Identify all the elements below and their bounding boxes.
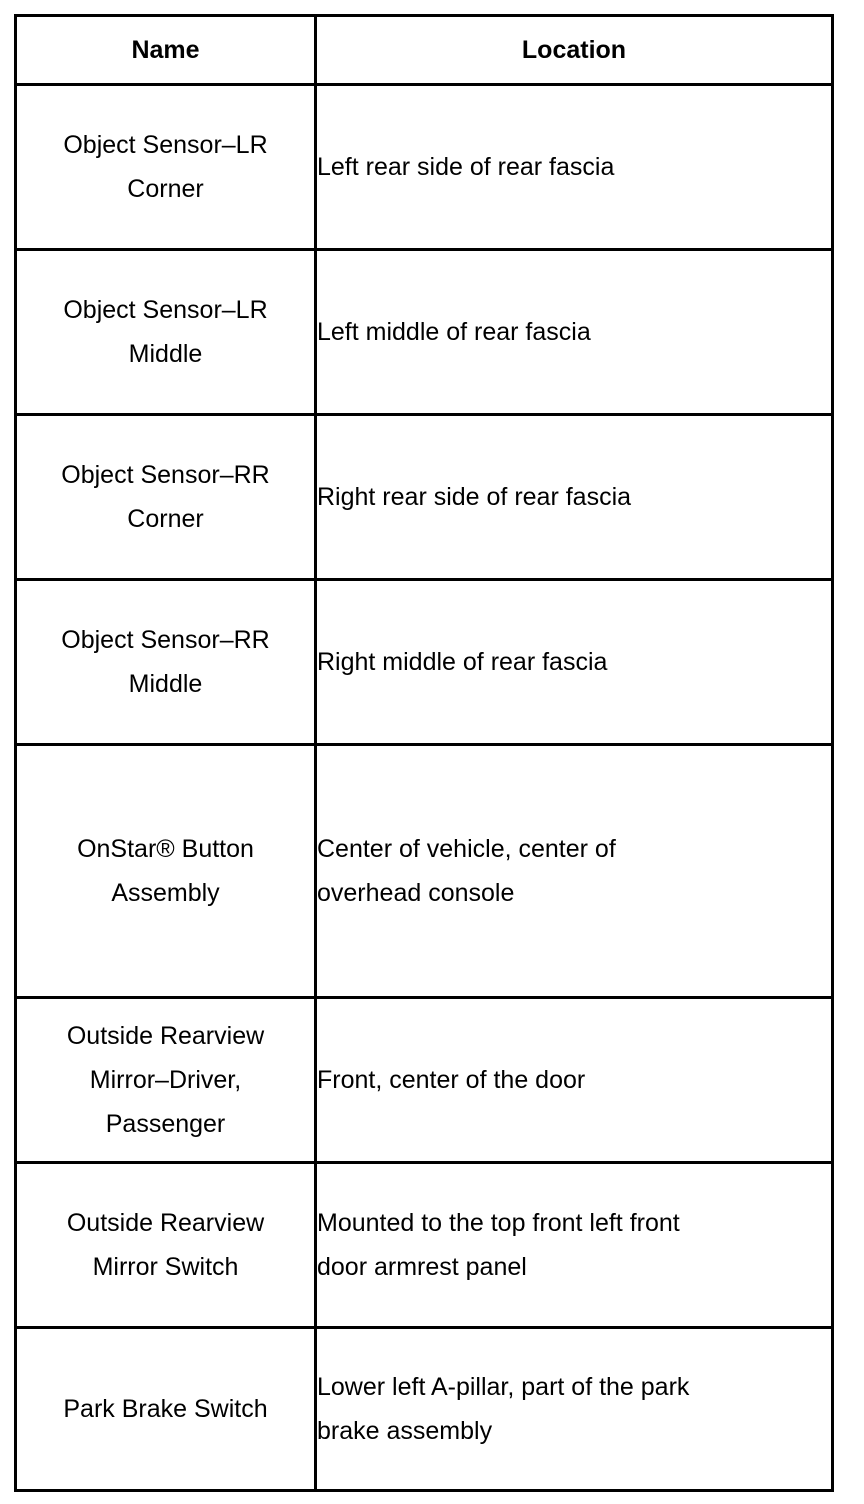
component-name: Object Sensor–RR Middle (61, 626, 270, 698)
table-row (16, 998, 833, 1163)
header-row (16, 16, 833, 85)
name-cell (16, 745, 316, 998)
table-row (16, 250, 833, 415)
component-location: Right middle of rear fascia (317, 648, 608, 676)
component-location: Mounted to the top front left front door armrest panel (317, 1209, 680, 1281)
component-name: Park Brake Switch (63, 1395, 268, 1423)
location-cell (316, 415, 833, 580)
location-cell (316, 1163, 833, 1328)
component-location: Right rear side of rear fascia (317, 483, 632, 511)
component-location: Lower left A-pillar, part of the park brake assembly (317, 1373, 690, 1445)
name-cell (16, 250, 316, 415)
component-name: Outside Rearview Mirror–Driver, Passenger (66, 1022, 265, 1138)
name-cell (16, 85, 316, 250)
table-row (16, 415, 833, 580)
component-name: Object Sensor–LR Corner (63, 131, 268, 203)
component-location: Left middle of rear fascia (317, 318, 591, 346)
name-cell (16, 580, 316, 745)
table-row (16, 85, 833, 250)
location-cell (316, 998, 833, 1163)
location-cell (316, 1328, 833, 1491)
component-location: Front, center of the door (317, 1066, 586, 1094)
component-name: Object Sensor–RR Corner (61, 461, 270, 533)
component-name: Object Sensor–LR Middle (63, 296, 268, 368)
name-cell (16, 1163, 316, 1328)
component-name: OnStar® Button Assembly (77, 835, 254, 907)
component-name: Outside Rearview Mirror Switch (66, 1209, 265, 1281)
location-cell (316, 250, 833, 415)
name-cell (16, 998, 316, 1163)
location-cell (316, 580, 833, 745)
name-cell (16, 415, 316, 580)
table-row (16, 580, 833, 745)
location-cell (316, 85, 833, 250)
header-name: Name (16, 16, 316, 85)
component-location: Left rear side of rear fascia (317, 153, 615, 181)
table-row (16, 1328, 833, 1491)
table-row (16, 1163, 833, 1328)
component-location-table (14, 14, 834, 1492)
table-row (16, 745, 833, 998)
component-location: Center of vehicle, center of overhead console (317, 835, 616, 907)
location-cell (316, 745, 833, 998)
name-cell (16, 1328, 316, 1491)
header-location: Location (316, 16, 833, 85)
